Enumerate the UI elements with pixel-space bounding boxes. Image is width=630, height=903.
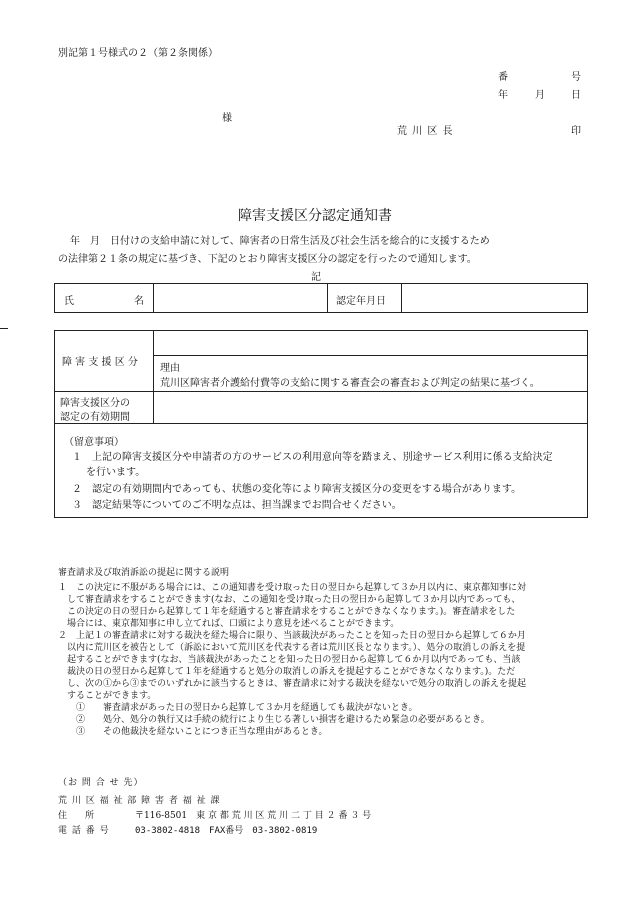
addressee-honorific: 様 bbox=[222, 113, 232, 124]
appeal-line: ② 処分、処分の執行又は手続の続行により生じる著しい損害を避けるため緊急の必要があるとき。 bbox=[58, 715, 490, 725]
day-label: 日 bbox=[571, 90, 581, 101]
table2-class-row-line bbox=[153, 355, 588, 356]
table2-row-line-2 bbox=[54, 423, 588, 424]
intro-line-1: 年 月 日付けの支給申請に対して、障害者の日常生活及び社会生活を総合的に支援するため bbox=[70, 236, 490, 247]
intro-line-2: の法律第２１条の規定に基づき、下記のとおり障害支援区分の認定を行ったので通知します。 bbox=[58, 254, 477, 265]
table1-divider-3 bbox=[401, 283, 402, 313]
name-label-second: 名 bbox=[134, 296, 144, 307]
notes-heading: （留意事項） bbox=[64, 437, 124, 448]
appeal-line: 裁決の日の翌日から起算して１年を経過すると処分の取消しの訴えを提起することができなくなります。)。ただ bbox=[58, 667, 516, 677]
seal-mark: 印 bbox=[571, 126, 581, 137]
table2-row-line-1 bbox=[54, 391, 588, 392]
table2-label-divider bbox=[153, 330, 154, 423]
appeal-line: 以内に荒川区を被告として（訴訟において荒川区を代表する者は荒川区長となります。）、処分の取消しの訴えを提 bbox=[58, 643, 526, 653]
validity-period-label-2: 認定の有効期間 bbox=[60, 412, 130, 423]
appeal-line: することができます。 bbox=[58, 691, 157, 701]
table1-divider-1 bbox=[153, 283, 154, 313]
appeal-line: ③ その他裁決を経ないことにつき正当な理由があるとき。 bbox=[58, 727, 328, 737]
appeal-line: して審査請求をすることができます(なお、この通知を受け取った日の翌日から起算して３か月以内であっても、 bbox=[58, 595, 521, 605]
note-1-line-1: １ 上記の障害支援区分や申請者の方のサービスの利用意向等を踏まえ、別途サービス利用に係る支給決定 bbox=[72, 452, 553, 463]
reason-text: 荒川区障害者介護給付費等の支給に関する審査会の審査および判定の結果に基づく。 bbox=[160, 378, 540, 389]
document-title: 障害支援区分認定通知書 bbox=[238, 208, 392, 224]
address-value: 〒116-8501 東 京 都 荒 川 区 荒 川 二 丁 目 ２ 番 ３ 号 bbox=[135, 811, 372, 821]
appeal-line: この決定の日の翌日から起算して１年を経過すると審査請求をすることができなくなります。)。審査請求をした bbox=[58, 607, 516, 617]
name-label-first: 氏 bbox=[64, 296, 74, 307]
form-reference: 別記第１号様式の２（第２条関係） bbox=[58, 48, 218, 59]
validity-period-label-1: 障害支援区分の bbox=[60, 398, 130, 409]
note-2: ２ 認定の有効期間内であっても、状態の変化等により障害支援区分の変更をする場合があります。 bbox=[72, 484, 522, 495]
table1-divider-2 bbox=[327, 283, 328, 313]
appeal-line: ① 審査請求があった日の翌日から起算して３か月を経過しても裁決がないとき。 bbox=[58, 703, 418, 713]
number-label: 番 bbox=[498, 72, 508, 83]
year-label: 年 bbox=[498, 90, 508, 101]
support-class-label: 障 害 支 援 区 分 bbox=[62, 357, 138, 368]
appeal-line: 起することができます(なお、当該裁決があったことを知った日の翌日から起算して６か月以内であっても、当該 bbox=[58, 655, 521, 665]
contact-department: 荒 川 区 福 祉 部 障 害 者 福 祉 課 bbox=[58, 796, 221, 806]
phone-fax-value: 03-3802-4818 FAX番号 03-3802-0819 bbox=[135, 826, 318, 836]
certification-date-label: 認定年月日 bbox=[336, 296, 386, 307]
note-1-line-2: を行います。 bbox=[86, 467, 146, 478]
number-suffix: 号 bbox=[571, 72, 581, 83]
reason-label: 理由 bbox=[160, 363, 180, 374]
contact-heading: （お 問 合 せ 先） bbox=[58, 778, 144, 788]
appeal-line: １ この決定に不服がある場合には、この通知書を受け取った日の翌日から起算して３か月以内に、東京都知事に対 bbox=[58, 583, 527, 593]
appeal-line: ２ 上記１の審査請求に対する裁決を経た場合に限り、当該裁決があったことを知った日の翌日から起算して６か月 bbox=[58, 631, 526, 641]
margin-mark bbox=[0, 328, 8, 329]
month-label: 月 bbox=[535, 90, 545, 101]
appeal-line: 場合には、東京都知事に申し立てれば、口頭により意見を述べることができます。 bbox=[58, 619, 400, 629]
appeal-heading: 審査請求及び取消訴訟の提起に関する説明 bbox=[58, 568, 230, 578]
ki-marker: 記 bbox=[311, 272, 321, 283]
note-3: ３ 認定結果等についてのご不明な点は、担当課までお問合せください。 bbox=[72, 500, 402, 511]
phone-label: 電 話 番 号 bbox=[58, 826, 110, 836]
appeal-line: し、次の①から③までのいずれかに該当するときは、審査請求に対する裁決を経ないで処分の取消しの訴えを提起 bbox=[58, 679, 527, 689]
address-label: 住 所 bbox=[58, 811, 95, 821]
mayor-title: 荒 川 区 長 bbox=[397, 126, 454, 137]
